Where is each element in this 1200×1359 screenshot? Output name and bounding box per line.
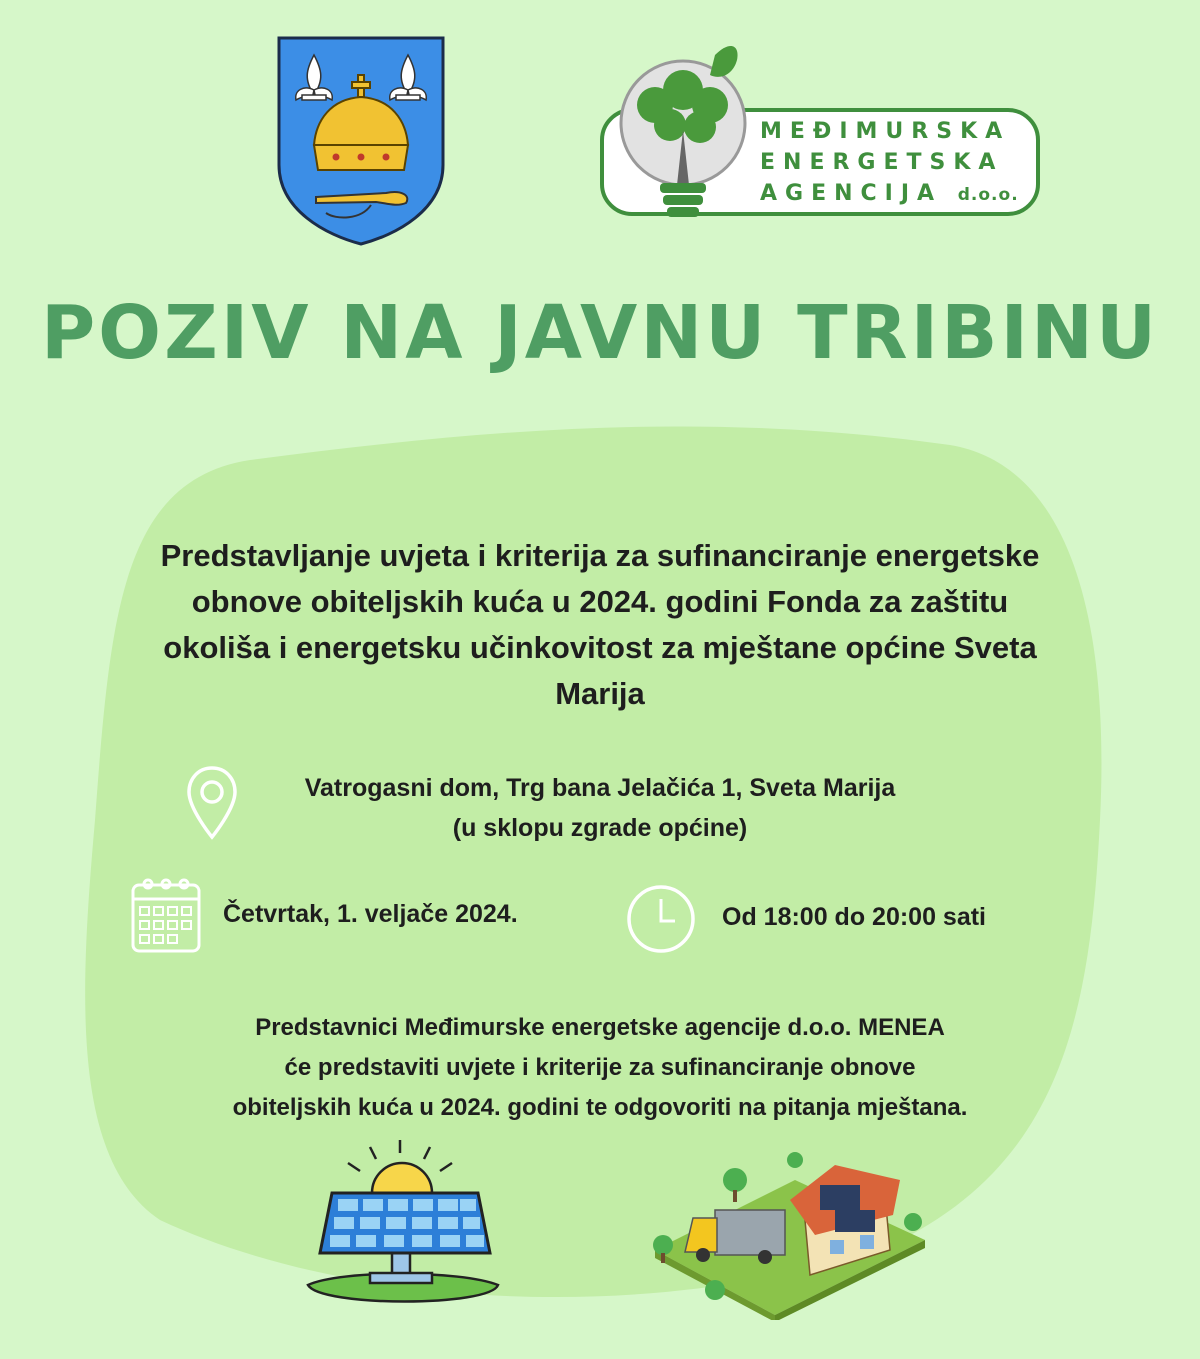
event-date: Četvrtak, 1. veljače 2024.: [223, 900, 518, 928]
house-renovation-illustration: [645, 1140, 930, 1320]
lightbulb-tree-icon: [615, 35, 755, 225]
agency-line-2: ENERGETSKA: [760, 150, 1004, 175]
description-text: [140, 1008, 1060, 1128]
location-line-1: Vatrogasni dom, Trg bana Jelačića 1, Sveta Marija: [304, 774, 896, 802]
location-line-2: (u sklopu zgrade općine): [452, 814, 748, 842]
location-pin-icon: [186, 765, 238, 841]
event-time: Od 18:00 do 20:00 sati: [722, 903, 987, 931]
agency-suffix: d.o.o.: [957, 185, 1019, 205]
agency-line-1: MEĐIMURSKA: [760, 119, 1011, 144]
agency-line-3-text: AGENCIJA: [760, 181, 943, 206]
solar-panel-illustration: [300, 1135, 505, 1315]
calendar-icon: [130, 877, 202, 955]
intro-text: Predstavljanje uvjeta i kriterija za sufinanciranje energetske obnove obiteljskih kuća u 2024. godini Fonda za zaštitu okoliša i energetsku učinkovitost za mještane općine Sveta Marija: [160, 538, 1040, 711]
agency-logo-text: [760, 116, 1019, 211]
location-text: [240, 768, 960, 848]
page-title: POZIV NA JAVNU TRIBINU: [40, 290, 1160, 376]
description-line-3: obiteljskih kuća u 2024. godini te odgovoriti na pitanja mještana.: [232, 1094, 968, 1121]
description-line-1: Predstavnici Međimurske energetske agencije d.o.o. MENEA: [255, 1014, 945, 1041]
agency-line-3: [760, 178, 1019, 211]
coat-of-arms-logo: [276, 35, 446, 247]
description-line-2: će predstaviti uvjete i kriterije za sufinanciranje obnove: [284, 1054, 916, 1081]
clock-icon: [625, 883, 697, 955]
